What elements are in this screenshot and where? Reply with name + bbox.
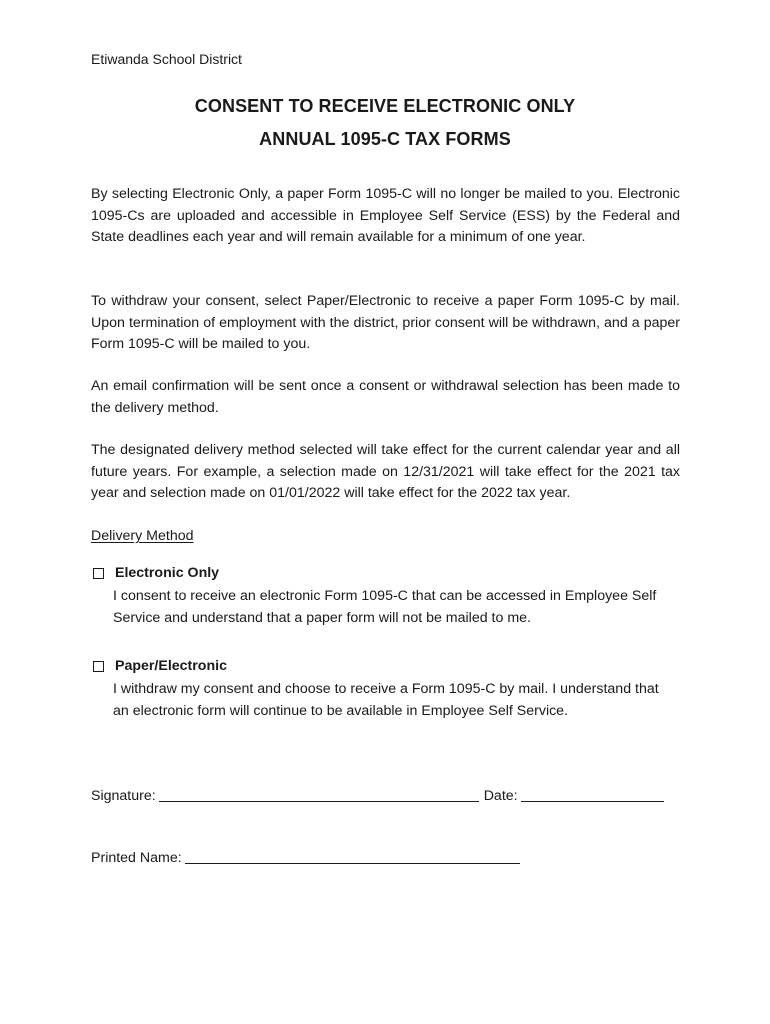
option-paper-electronic bbox=[91, 656, 691, 722]
signature-label: Signature: bbox=[91, 788, 156, 804]
option-electronic-only bbox=[91, 563, 691, 629]
electronic-only-label: Electronic Only bbox=[115, 565, 220, 581]
document-title-line-2: ANNUAL 1095-C TAX FORMS bbox=[259, 129, 511, 149]
printed-name-label: Printed Name: bbox=[91, 850, 182, 866]
option-paper-electronic-row[interactable] bbox=[91, 656, 691, 676]
date-field[interactable] bbox=[521, 787, 664, 802]
printed-name-field[interactable] bbox=[185, 849, 520, 864]
document-title-line-1: CONSENT TO RECEIVE ELECTRONIC ONLY bbox=[194, 96, 576, 116]
paragraph-effective-date: The designated delivery method selected will take effect for the current calendar year and all future years. For example, a selection made on 12/31/2021 will take effect for the 2021 tax year and selection made on 01/01/2022 will take effect for the 2022 tax year. bbox=[91, 442, 680, 501]
paper-electronic-checkbox[interactable] bbox=[93, 661, 104, 672]
electronic-only-checkbox[interactable] bbox=[93, 568, 104, 579]
paragraph-email-confirmation: An email confirmation will be sent once a consent or withdrawal selection has been made to the delivery method. bbox=[91, 378, 680, 416]
paragraph-electronic-only: By selecting Electronic Only, a paper Form 1095-C will no longer be mailed to you. Electronic 1095-Cs are uploaded and accessible in Employee Self Service (ESS) by the Federal and State deadlines each year and will remain available for a minimum of one year. bbox=[91, 186, 680, 245]
district-name: Etiwanda School District bbox=[91, 51, 242, 67]
electronic-only-description: I consent to receive an electronic Form 1095-C that can be accessed in Employee Self Service and understand that a paper form will not be mailed to me. bbox=[113, 588, 657, 626]
signature-field[interactable] bbox=[159, 787, 479, 802]
paper-electronic-description: I withdraw my consent and choose to receive a Form 1095-C by mail. I understand that an electronic form will continue to be available in Employee Self Service. bbox=[113, 681, 659, 719]
paper-electronic-label: Paper/Electronic bbox=[115, 658, 227, 674]
signature-row bbox=[91, 785, 664, 806]
paragraph-withdraw-consent: To withdraw your consent, select Paper/Electronic to receive a paper Form 1095-C by mail. Upon termination of employment with the district, prior consent will be withdrawn, and a paper Form 1095-C will be mailed to you. bbox=[91, 293, 680, 352]
option-electronic-only-row[interactable] bbox=[91, 563, 691, 583]
delivery-method-heading: Delivery Method bbox=[91, 528, 194, 544]
date-label: Date: bbox=[483, 788, 518, 804]
printed-name-row bbox=[91, 847, 520, 868]
